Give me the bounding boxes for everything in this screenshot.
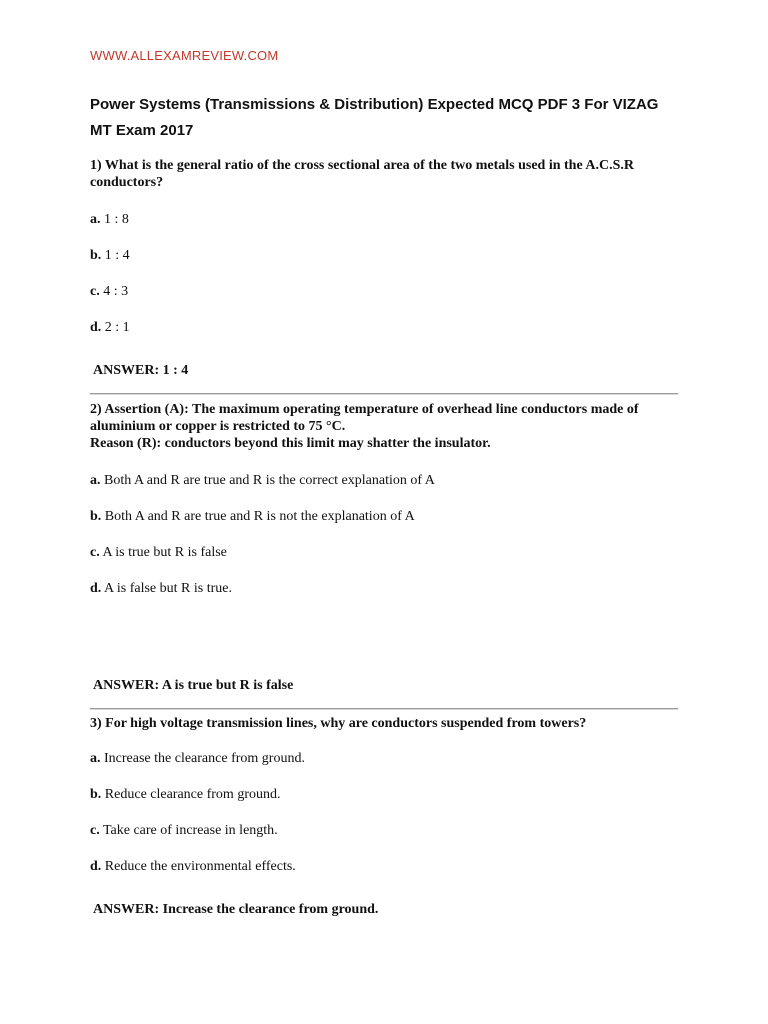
option-letter: c. [90,823,100,838]
question-3-option-b [90,786,680,803]
question-1-text: 1) What is the general ratio of the cross sectional area of the two metals used in the A.C.S.R conductors? [90,158,635,190]
option-text: A is true but R is false [99,545,227,560]
option-letter: c. [90,284,100,299]
option-text: 1 : 4 [101,248,130,263]
question-3-answer: ANSWER: Increase the clearance from ground. [93,902,379,917]
option-letter: d. [90,859,102,874]
question-3-option-c [90,822,680,839]
option-letter: d. [90,581,102,596]
option-letter: c. [90,545,100,560]
question-1-answer: ANSWER: 1 : 4 [93,363,189,378]
question-1-option-b [90,247,680,264]
option-text: Both A and R are true and R is not the explanation of A [101,509,415,524]
option-letter: b. [90,509,102,524]
question-2-answer: ANSWER: A is true but R is false [93,678,294,693]
question-2-option-b [90,508,680,525]
option-text: Both A and R are true and R is the correct explanation of A [100,473,435,488]
question-2-option-d [90,580,680,597]
question-1-option-c [90,283,680,300]
question-3-text: 3) For high voltage transmission lines, why are conductors suspended from towers? [90,716,587,731]
option-text: Reduce clearance from ground. [101,787,281,802]
question-2-option-c [90,544,680,561]
option-letter: a. [90,212,101,227]
question-1-option-a [90,211,680,228]
option-text: Take care of increase in length. [99,823,278,838]
question-3-option-a [90,750,680,767]
option-text: Reduce the environmental effects. [101,859,296,874]
question-2-reason: Reason (R): conductors beyond this limit may shatter the insulator. [90,436,491,451]
option-letter: a. [90,751,101,766]
option-letter: a. [90,473,101,488]
option-text: 1 : 8 [100,212,129,227]
document-title: Power Systems (Transmissions & Distribution) Expected MCQ PDF 3 For VIZAG MT Exam 2017 [90,96,659,139]
question-1-option-d [90,319,680,336]
option-letter: b. [90,787,102,802]
option-text: 2 : 1 [101,320,130,335]
option-text: A is false but R is true. [101,581,232,596]
option-letter: d. [90,320,102,335]
question-3-option-d [90,858,680,875]
divider [90,393,678,395]
site-link[interactable]: WWW.ALLEXAMREVIEW.COM [90,48,279,63]
option-text: Increase the clearance from ground. [100,751,305,766]
option-text: 4 : 3 [99,284,129,299]
divider [90,708,678,710]
question-2-assertion: 2) Assertion (A): The maximum operating temperature of overhead line conductors made of aluminium or copper is restricted to 75 °C. [90,402,639,434]
question-2-option-a [90,472,680,489]
option-letter: b. [90,248,102,263]
